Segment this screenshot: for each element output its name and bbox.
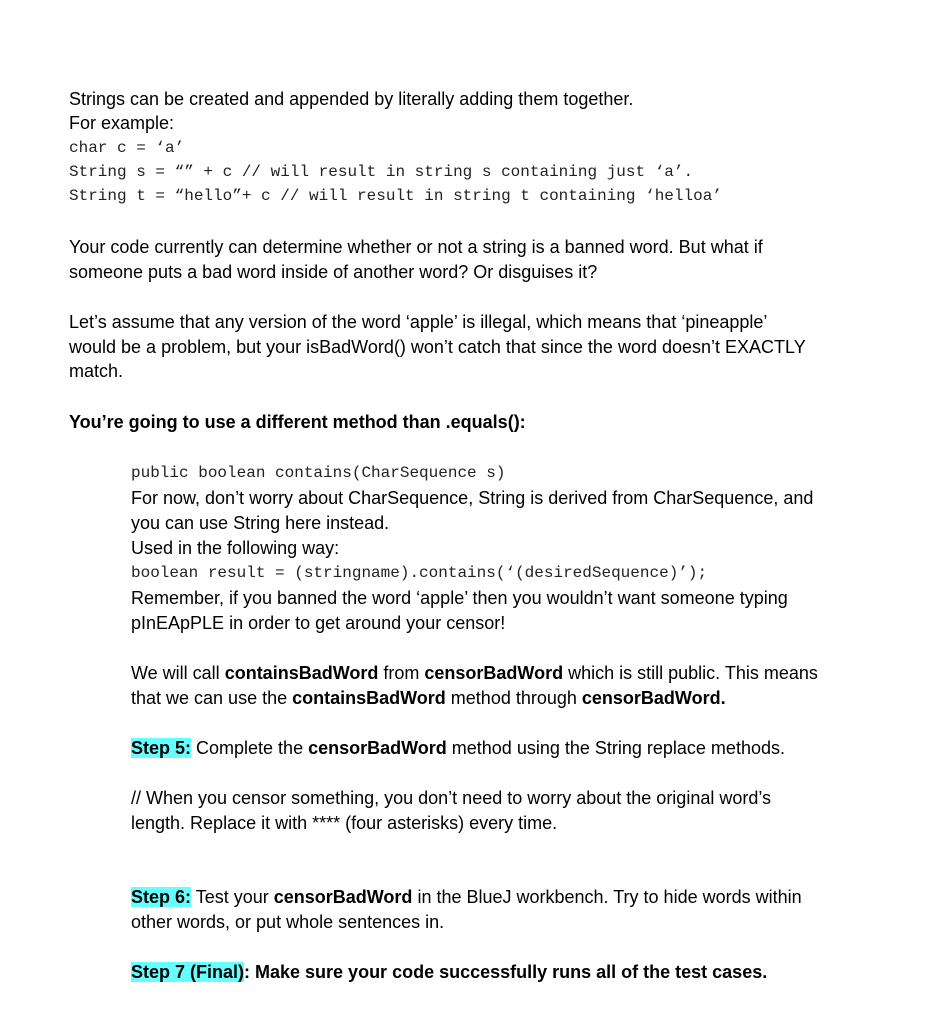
method-name-bold: censorBadWord bbox=[273, 887, 413, 907]
para1-line-1: Your code currently can determine whether or not a string is a banned word. But what if bbox=[69, 237, 763, 257]
step5-text: Complete the bbox=[191, 738, 309, 758]
para3-line-1 bbox=[131, 661, 818, 685]
para3-text: that we can use the bbox=[131, 688, 293, 708]
para2-line-3: match. bbox=[69, 361, 124, 381]
para2-line-2: would be a problem, but your isBadWord() won’t catch that since the word doesn’t EXACTLY bbox=[69, 337, 806, 357]
method-code-example: boolean result = (stringname).contains(‘(desiredSequence)’); bbox=[131, 564, 708, 582]
method-name-bold: censorBadWord bbox=[424, 663, 564, 683]
method-line-4: Remember, if you banned the word ‘apple’ then you wouldn’t want someone typing bbox=[131, 588, 788, 608]
method-line-3: Used in the following way: bbox=[131, 538, 340, 558]
step7-text: : Make sure your code successfully runs all of the test cases. bbox=[244, 962, 768, 982]
step6-text: Test your bbox=[191, 887, 274, 907]
para2-line-1: Let’s assume that any version of the word ‘apple’ is illegal, which means that ‘pineapple’ bbox=[69, 312, 768, 332]
method-line-2: you can use String here instead. bbox=[131, 513, 390, 533]
step6-line-2: other words, or put whole sentences in. bbox=[131, 912, 445, 932]
step6-text: in the BlueJ workbench. Try to hide words within bbox=[412, 887, 802, 907]
intro-line-2: For example: bbox=[69, 113, 175, 133]
para3-text: We will call bbox=[131, 663, 225, 683]
para3-line-2 bbox=[131, 686, 726, 710]
comment-line-2: length. Replace it with **** (four asterisks) every time. bbox=[131, 813, 558, 833]
code-line-2: String s = “” + c // will result in string s containing just ‘a’. bbox=[69, 163, 694, 181]
comment-line-1: // When you censor something, you don’t need to worry about the original word’s bbox=[131, 788, 772, 808]
step5-text: method using the String replace methods. bbox=[446, 738, 785, 758]
step5-label: Step 5: bbox=[131, 738, 192, 758]
intro-line-1: Strings can be created and appended by literally adding them together. bbox=[69, 89, 634, 109]
code-line-3: String t = “hello”+ c // will result in string t containing ‘helloa’ bbox=[69, 187, 722, 205]
step7-line bbox=[131, 960, 767, 984]
step6-line-1 bbox=[131, 885, 802, 909]
method-name-bold: containsBadWord bbox=[292, 688, 446, 708]
method-name-bold: containsBadWord bbox=[224, 663, 379, 683]
step5-line bbox=[131, 736, 785, 760]
method-name-bold: censorBadWord bbox=[308, 738, 447, 758]
para3-text: method through bbox=[445, 688, 582, 708]
para3-text: from bbox=[378, 663, 425, 683]
section-heading: You’re going to use a different method than .equals(): bbox=[69, 412, 526, 432]
method-line-5: pInEApPLE in order to get around your censor! bbox=[131, 613, 506, 633]
para3-text: which is still public. This means bbox=[563, 663, 818, 683]
method-name-bold: censorBadWord. bbox=[581, 688, 726, 708]
step7-label: Step 7 (Final) bbox=[131, 962, 245, 982]
method-line-1: For now, don’t worry about CharSequence, String is derived from CharSequence, and bbox=[131, 488, 814, 508]
para1-line-2: someone puts a bad word inside of another word? Or disguises it? bbox=[69, 262, 598, 282]
method-signature: public boolean contains(CharSequence s) bbox=[131, 464, 506, 482]
code-line-1: char c = ‘a’ bbox=[69, 139, 185, 157]
step6-label: Step 6: bbox=[131, 887, 192, 907]
